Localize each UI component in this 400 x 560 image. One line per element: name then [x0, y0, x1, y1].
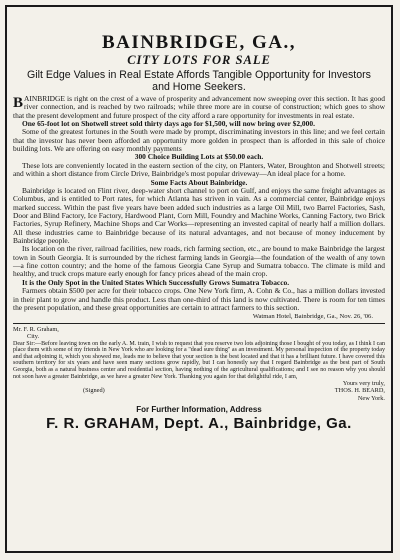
location-paragraph: These lots are conveniently located in the eastern section of the city, on Planters, Water, Broughton and Shotwell streets; and within a short distance from Circle Drive, Bainbridge's most popular driveway—An ideal place for a home. [13, 160, 385, 179]
ad-headline: Gilt Edge Values in Real Estate Affords Tangible Opportunity for Investors and Home Seekers. [27, 69, 371, 93]
letter-dateline: Watman Hotel, Bainbridge, Ga., Nov. 26, '06. [252, 313, 373, 321]
surroundings-paragraph: Its location on the river, railroad facilities, new roads, rich farming section, etc., are bound to make Bainbridge the largest town in South Georgia. It is surrounded by the richest farming lands in Georgia—the foundation of the wealth of any town—a fine cotton country; and the home of the famous Georgia Cane Syrup and Sumatra tobacco. The climate is mild and healthy, and truck crops mature early enough for fancy prices ahead of the main crop. [13, 244, 385, 279]
intro-text: AINBRIDGE is right on the crest of a wave of prosperity and advancement now sweeping over this section. It has good river connection, and is reached by two railroads; while three more are in course of construction; which goes to show that the present development and future prospect of the city afford a rare opportunity for investments in real estate. [13, 94, 385, 120]
ad-title: BAINBRIDGE, GA., [102, 32, 296, 53]
letter-to-city: City. [27, 333, 40, 341]
testimonial-letter [13, 326, 385, 402]
letter-signer: THOS. H. BEARD, [334, 387, 385, 395]
facts-heading: Some Facts About Bainbridge. [150, 177, 248, 187]
letter-closing: Yours very truly, [342, 380, 385, 388]
tobacco-statement: It is the Only Spot in the United States Which Successfully Grows Sumatra Tobacco. [22, 277, 290, 287]
letter-signer-city: New York. [357, 394, 385, 402]
divider [13, 323, 385, 324]
letter-to-name: Mr. F. R. Graham, [13, 326, 59, 334]
letter-signature-row [13, 387, 385, 394]
facts-paragraph: Bainbridge is located on Flint river, deep-water short channel to port on Gulf, and enjoys the same freight advantages as Columbus, and is entitled to Port rates, for which Atlanta has striven in vain. As a commercial center, Bainbridge enjoys marked success. Within the past five years have been added such industries as a large Oil Mill, two Barrel Factories, Sash, Door and Blind Factory, Ice Factory, Hardwood Plant, Corn Mill, Foundry and Machine Works, Canning Factory, two Brick Factories, Syrup Refinery, Machine Shops and Car Works—representing an invested capital of nearly half a million dollars. All these industries came to Bainbridge because of its natural advantages, and not because of money inducement by Bainbridge people. [13, 185, 385, 246]
choice-lots-offer: 300 Choice Building Lots at $50.00 each. [134, 152, 264, 162]
letter-addressee-city-row [13, 333, 385, 340]
intro-paragraph [13, 95, 385, 120]
drop-cap: B [13, 95, 24, 111]
letter-signed-label: (Signed) [83, 387, 105, 395]
farmers-paragraph: Farmers obtain $500 per acre for their tobacco crops. One New York firm, A. Cohn & Co., has a million dollars invested in their plant to grow and handle this product. Less than one-third of this land is now cultivated. There is room for ten times the present population, and these great opportunities are certain to attract farmers to this section. [13, 286, 385, 312]
ad-subtitle: CITY LOTS FOR SALE [127, 53, 271, 67]
contact-address: F. R. GRAHAM, Dept. A., Bainbridge, Ga. [46, 414, 352, 432]
lot-sold-note: One 65-foot lot on Shotwell street sold thirty days ago for $1,500, will now bring over $2,000. [22, 119, 315, 129]
further-info-line: For Further Information, Address [136, 404, 262, 414]
letter-addressee [13, 326, 385, 333]
letter-body: Dear Sir:—Before leaving town on the early A. M. train, I wish to request that you reserve two lots adjoining those I bought of you today, as I think I can place them with some of my friends in New York who are looking for a "dead sure thing" as an investment. My personal inspection of the property today and that adjoining it, which you showed me, leads me to believe that your section is the best located and that it has a brilliant future. I have covered this southern territory for six years and have seen many sections grow rapidly, but I can honestly say that I regard Bainbridge as the best part of South Georgia, both as a natural business center and residential section, having nothing of the agricultural qualifications; and I see no reason why you should not soon have a greater Bainbridge, as we have a greater New York. Thanking you again for that delightful ride, I am, [13, 340, 385, 380]
greatest-fortunes-paragraph: Some of the greatest fortunes in the South were made by prompt, discriminating investors in this line; and we feel certain that the investor has never been afforded an opportunity more golden in prospect than is afforded in this sale of choice building lots. We are offering on easy monthly payments [13, 127, 385, 154]
advertisement [5, 5, 393, 553]
